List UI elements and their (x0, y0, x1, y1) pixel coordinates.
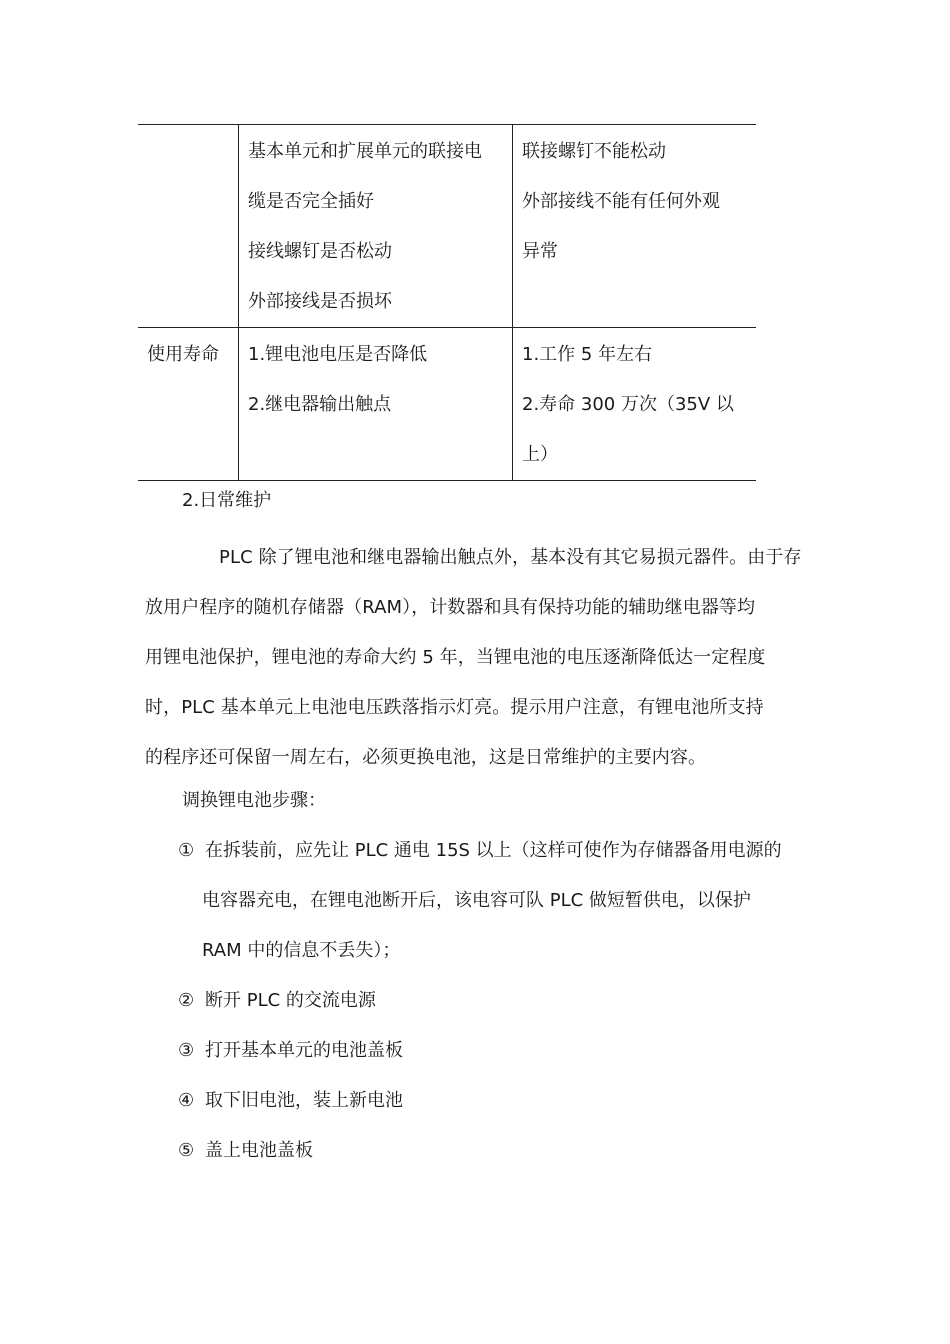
table-row (138, 328, 756, 481)
step-number: ⑤ (178, 1140, 195, 1161)
table-cell-standard (513, 125, 757, 328)
step-text: 取下旧电池，装上新电池 (205, 1090, 403, 1111)
paragraph-line: PLC 除了锂电池和继电器输出触点外，基本没有其它易损元器件。由于存 (219, 547, 802, 568)
step-item (178, 1083, 403, 1119)
step-text: 打开基本单元的电池盖板 (205, 1040, 403, 1061)
cell-line: 异常 (522, 241, 558, 262)
cell-line: 1.锂电池电压是否降低 (248, 344, 428, 365)
step-continuation: 电容器充电，在锂电池断开后，该电容可队 PLC 做短暂供电，以保护 (202, 890, 751, 911)
step-text: 断开 PLC 的交流电源 (205, 990, 376, 1011)
table-cell-item (138, 125, 239, 328)
cell-line: 1.工作 5 年左右 (522, 344, 653, 365)
cell-line: 外部接线不能有任何外观 (522, 191, 720, 212)
paragraph-line: 时，PLC 基本单元上电池电压跌落指示灯亮。提示用户注意，有锂电池所支持 (145, 697, 764, 718)
paragraph-line: 用锂电池保护，锂电池的寿命大约 5 年，当锂电池的电压逐渐降低达一定程度 (145, 647, 766, 668)
cell-line: 2.寿命 300 万次（35V 以 (522, 394, 734, 415)
maintenance-paragraph (145, 533, 805, 783)
inspection-table (138, 124, 756, 481)
cell-line: 使用寿命 (147, 344, 219, 365)
section-heading: 2.日常维护 (182, 490, 272, 511)
step-text: 盖上电池盖板 (205, 1140, 313, 1161)
step-item (178, 833, 782, 869)
cell-line: 外部接线是否损坏 (248, 291, 392, 312)
cell-line: 2.继电器输出触点 (248, 394, 392, 415)
step-text: 在拆装前，应先让 PLC 通电 15S 以上（这样可使作为存储器备用电源的 (205, 840, 782, 861)
cell-line: 基本单元和扩展单元的联接电 (248, 141, 482, 162)
table-cell-standard (513, 328, 757, 481)
paragraph-line: 放用户程序的随机存储器（RAM），计数器和具有保持功能的辅助继电器等均 (145, 597, 756, 618)
cell-line: 接线螺钉是否松动 (248, 241, 392, 262)
step-number: ④ (178, 1090, 195, 1111)
step-number: ② (178, 990, 195, 1011)
cell-line: 缆是否完全插好 (248, 191, 374, 212)
table-cell-item (138, 328, 239, 481)
step-item (178, 1133, 313, 1169)
step-item (178, 983, 376, 1019)
step-item (178, 1033, 403, 1069)
paragraph-line: 的程序还可保留一周左右，必须更换电池，这是日常维护的主要内容。 (145, 747, 707, 768)
table-row (138, 125, 756, 328)
step-number: ① (178, 840, 195, 861)
table-cell-content (239, 328, 513, 481)
step-number: ③ (178, 1040, 195, 1061)
step-continuation: RAM 中的信息不丢失）； (202, 940, 401, 961)
cell-line: 上） (522, 444, 558, 465)
steps-title: 调换锂电池步骤： (182, 790, 326, 811)
cell-line: 联接螺钉不能松动 (522, 141, 666, 162)
table-cell-content (239, 125, 513, 328)
